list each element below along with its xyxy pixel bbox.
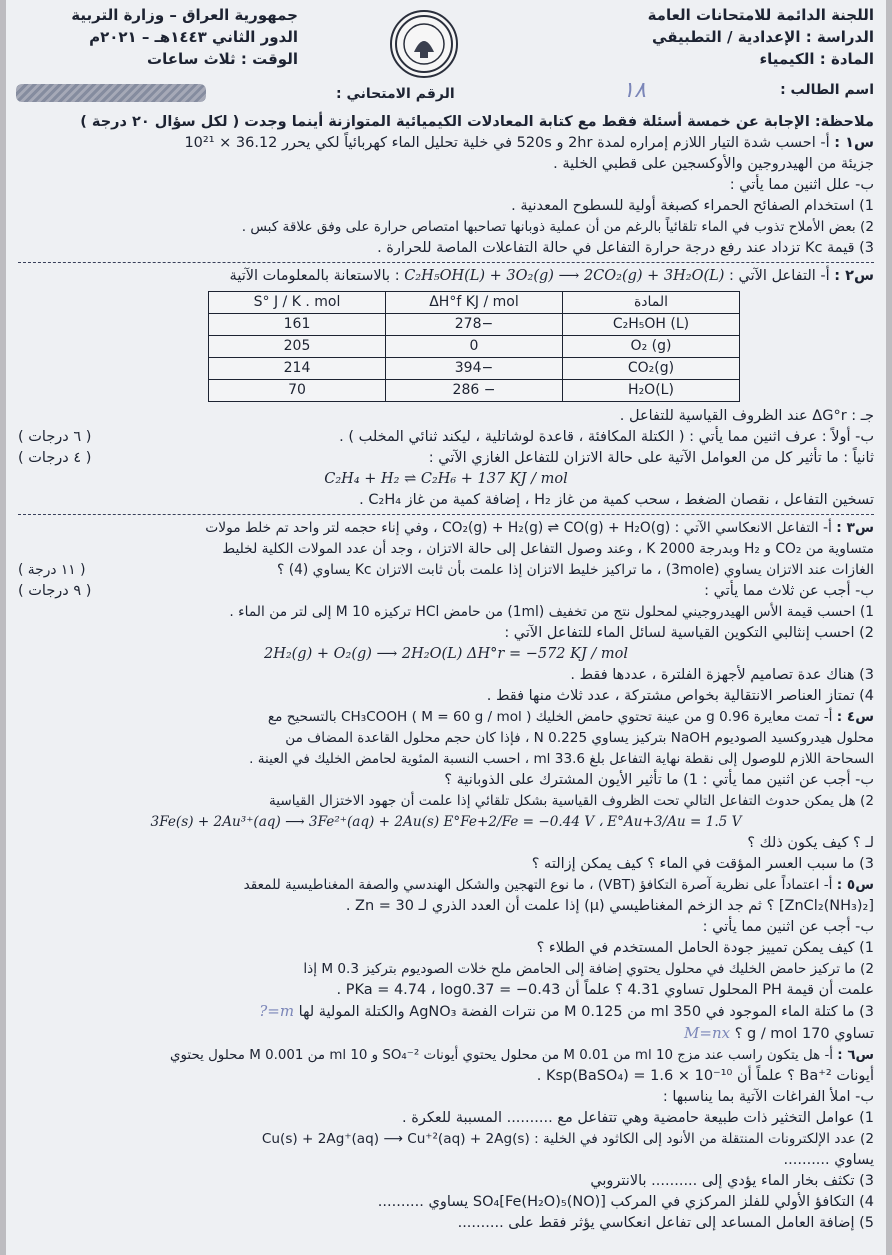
q5-part-b: ب- أجب عن اثنين مما يأتي :: [702, 919, 874, 935]
q6-label: س٦ :: [837, 1048, 874, 1063]
q6-item: 4) التكافؤ الأولي للفلز المركزي في المركب [Fe(H₂O)₅(NO)]SO₄ يساوي ..........: [377, 1194, 874, 1210]
q3-item: 1) احسب قيمة الأس الهيدروجيني لمحلول نتج من تخفيف (1ml) من حامض HCl تركيزه 10 M إلى لتر من الماء .: [229, 604, 874, 620]
q3-b-text: ب- أجب عن ثلاث مما يأتي :: [704, 583, 874, 599]
q3-item: 3) هناك عدة تصاميم لأجهزة الفلترة ، عددها فقط .: [570, 667, 874, 683]
q3-label: س٣ :: [836, 520, 874, 536]
q3-a-marks: ( ١١ درجة ): [18, 562, 86, 578]
q2-equilibrium-eq: C₂H₄ + H₂ ⇌ C₂H₆ + 137 KJ / mol: [324, 471, 568, 487]
study-type: الدراسة : الإعدادية / التطبيقي: [652, 28, 874, 46]
q2-b2-marks: ( ٤ درجات ): [18, 450, 92, 466]
table-row: [209, 336, 740, 358]
q4-eq: 3Fe(s) + 2Au³⁺(aq) ⟶ 3Fe²⁺(aq) + 2Au(s) E°Fe+2/Fe = −0.44 V ، E°Au+3/Au = 1.5 V: [150, 814, 742, 830]
table-cell: 70: [209, 380, 386, 402]
q1-item: 2) بعض الأملاح تذوب في الماء تلقائياً بالرغم من أن عملية ذوبانها تصاحبها امتصاص حرارة على وفق علاقة كبس .: [241, 219, 874, 235]
redacted-scribble: [16, 84, 206, 102]
q2-b2-text: ثانياً : ما تأثير كل من العوامل الآتية على حالة الاتزان للتفاعل الغازي الآتي :: [428, 450, 874, 466]
q5-item4-text: تساوي 170 g / mol ؟: [734, 1026, 874, 1042]
table-cell: 205: [209, 336, 386, 358]
thermo-data-table: [208, 291, 740, 402]
q6-part-a: [18, 1045, 874, 1066]
header-right-block: [574, 4, 874, 70]
table-row: [209, 358, 740, 380]
handwritten-number: ١٨: [622, 78, 646, 103]
table-cell: CO₂(g): [563, 358, 740, 380]
q2-equilibrium: [18, 469, 874, 490]
q1-item: 1) استخدام الصفائح الحمراء كصبغة أولية للسطوح المعدنية .: [511, 198, 874, 214]
table-cell: −278: [386, 314, 563, 336]
q4-b4: 3) ما سبب العسر المؤقت في الماء ؟ كيف يمكن إزالته ؟: [531, 856, 874, 872]
q3-a-text: أ- التفاعل الانعكاسي الآتي : CO₂(g) + H₂(g) ⇌ CO(g) + H₂O(g) ، وفي إناء حجمه لتر واحد تم خلط مولات: [205, 520, 832, 536]
q4-a-continued: محلول هيدروكسيد الصوديوم NaOH بتركيز يساوي 0.225 N ، فإذا كان حجم محلول القاعدة المضاف من: [285, 730, 874, 746]
q6-item: يساوي ..........: [783, 1152, 874, 1168]
ministry-emblem-icon: [390, 10, 458, 78]
q1-item: 3) قيمة Kc تزداد عند رفع درجة حرارة التفاعل في حالة التفاعلات الماصة للحرارة .: [377, 240, 874, 256]
handwritten-note: M=nx: [684, 1024, 731, 1042]
q1-a-text: أ- احسب شدة التيار اللازم إمراره لمدة 2hr و 520s في خلية تحليل الماء كهربائياً لكي يحرر 36.12 × 10²¹: [184, 135, 830, 151]
table-row: [209, 314, 740, 336]
header-left-block: [18, 4, 298, 70]
q2-b2: [18, 448, 874, 469]
exam-note: ملاحظة: الإجابة عن خمسة أسئلة فقط مع كتابة المعادلات الكيميائية المتوازنة أينما وجدت ( لكل سؤال ٢٠ درجة ): [80, 114, 874, 130]
table-header: المادة: [563, 292, 740, 314]
q3-part-a: [18, 518, 874, 539]
q1-a-continued: جزيئة من الهيدروجين والأوكسجين على قطبي الخلية .: [553, 156, 874, 172]
q5-item: 1) كيف يمكن تمييز جودة الحامل المستخدم في الطلاء ؟: [536, 940, 874, 956]
exam-sheet: [6, 0, 886, 1255]
q3-equation: [18, 644, 874, 665]
q4-b2: 2) هل يمكن حدوث التفاعل التالي تحت الظروف القياسية بشكل تلقائي إذا علمت أن جهود الاختزال القياسية: [268, 793, 874, 809]
q5-a-continued: [ZnCl₂(NH₃)₂] ؟ ثم جد الزخم المغناطيسي (μ) إذا علمت أن العدد الذري لـ Zn = 30 .: [345, 898, 874, 914]
q3-item: 4) تمتاز العناصر الانتقالية بخواص مشتركة ، عدد ثلاث منها فقط .: [486, 688, 874, 704]
q3-a3-text: الغازات عند الاتزان يساوي (3mole) ، ما تراكيز خليط الاتزان إذا علمت بأن ثابت الاتزان Kc يساوي (4) ؟: [277, 562, 874, 578]
exam-header: [14, 4, 878, 92]
q1-part-b: ب- علل اثنين مما يأتي :: [729, 177, 874, 193]
q5-item: [18, 1023, 874, 1045]
q4-part-a: [18, 707, 874, 728]
table-header: ΔH°f KJ / mol: [386, 292, 563, 314]
q4-equation: [18, 812, 874, 833]
q5-item: 2) ما تركيز حامض الخليك في محلول يحتوي إضافة إلى الحامض ملح خلات الصوديوم بتركيز 0.3 M إذا: [303, 961, 874, 977]
q3-item: 2) احسب إنثالبي التكوين القياسية لسائل الماء للتفاعل الآتي :: [504, 625, 874, 641]
q3-a-continued: متساوية من CO₂ و H₂ وبدرجة 2000 K ، وعند وصول التفاعل إلى حالة الاتزان ، وجد أن عدد المولات الكلية لخليط: [222, 541, 874, 557]
q4-b3: لـ ؟ كيف يكون ذلك ؟: [747, 835, 874, 851]
q3-a-continued2: [18, 560, 874, 581]
seat-number-label: الرقم الامتحاني :: [336, 86, 455, 102]
q4-a-text: أ- تمت معايرة 0.96 g من عينة تحتوي حامض الخليك CH₃COOH ( M = 60 g / mol ) بالتسحيح مع: [267, 709, 833, 725]
q1-part-a: [18, 133, 874, 154]
student-name-label: اسم الطالب :: [780, 82, 874, 98]
exam-round: الدور الثاني ١٤٤٣هـ – ٢٠٢١م: [89, 28, 298, 46]
q3-b-marks: ( ٩ درجات ): [18, 583, 92, 599]
q4-a-continued2: السحاحة اللازم للوصول إلى نقطة نهاية التفاعل بلغ 33.6 ml ، احسب النسبة المئوية لحامض الخليك في العينة .: [249, 751, 874, 767]
table-cell: − 286: [386, 380, 563, 402]
q6-part-b: ب- املأ الفراغات الآتية بما يناسبها :: [662, 1089, 874, 1105]
q3-eq2: 2H₂(g) + O₂(g) ⟶ 2H₂O(L) ΔH°r = −572 KJ / mol: [263, 646, 629, 662]
table-row: [209, 380, 740, 402]
table-cell: C₂H₅OH (L): [563, 314, 740, 336]
committee-name: اللجنة الدائمة للامتحانات العامة: [647, 6, 874, 24]
table-cell: −394: [386, 358, 563, 380]
q6-item: 2) عدد الإلكترونات المنتقلة من الأنود إلى الكاثود في الخلية : Cu(s) + 2Ag⁺(aq) ⟶ Cu⁺²(aq) + 2Ag(s): [261, 1131, 874, 1147]
exam-duration: الوقت : ثلاث ساعات: [147, 50, 298, 68]
table-cell: H₂O(L): [563, 380, 740, 402]
q5-part-a: [18, 875, 874, 896]
q2-reaction: C₂H₅OH(L) + 3O₂(g) ⟶ 2CO₂(g) + 3H₂O(L): [404, 268, 725, 284]
q6-item: 3) تكثف بخار الماء يؤدي إلى .......... بالانتروبي: [590, 1173, 874, 1189]
q2-requirement: جـ : ΔG°r عند الظروف القياسية للتفاعل .: [619, 408, 874, 424]
q5-item: علمت أن قيمة PH المحلول تساوي 4.31 ؟ علماً أن PKa = 4.74 ، log0.37 = −0.43 .: [336, 982, 874, 998]
q6-a-continued: أيونات Ba⁺² ؟ علماً أن Ksp(BaSO₄) = 1.6 × 10⁻¹⁰ .: [536, 1068, 874, 1084]
divider: [18, 262, 874, 263]
table-cell: 214: [209, 358, 386, 380]
q5-a-text: أ- اعتماداً على نظرية آصرة التكافؤ (VBT) ، ما نوع التهجين والشكل الهندسي والصفة المغناطيسية للمعقد: [243, 877, 833, 893]
q3-part-b: [18, 581, 874, 602]
q5-label: س٥ :: [836, 877, 874, 893]
q2-label: س٢ :: [834, 268, 874, 284]
q2-part-a: [18, 266, 874, 287]
table-cell: 0: [386, 336, 563, 358]
q2-b1: [18, 427, 874, 448]
q2-factors: تسخين التفاعل ، نقصان الضغط ، سحب كمية من غاز H₂ ، إضافة كمية من غاز C₂H₄ .: [359, 492, 874, 508]
q4-label: س٤ :: [836, 709, 874, 725]
table-cell: O₂ (g): [563, 336, 740, 358]
table-cell: 161: [209, 314, 386, 336]
table-header: S° J / K . mol: [209, 292, 386, 314]
q2-b1-marks: ( ٦ درجات ): [18, 429, 92, 445]
exam-content: [18, 112, 874, 1234]
q5-item: [18, 1001, 874, 1023]
handwritten-note: m=?: [259, 1002, 295, 1020]
subject: المادة : الكيمياء: [759, 50, 874, 68]
q6-item: 1) عوامل التخثير ذات طبيعة حامضية وهي تتفاعل مع .......... المسببة للعكرة .: [402, 1110, 874, 1126]
q6-a-text: أ- هل يتكون راسب عند مزج 10 ml من 0.01 M من محلول يحتوي أيونات SO₄⁻² و 10 ml من 0.001 M محلول يحتوي: [170, 1048, 834, 1063]
country-ministry: جمهورية العراق – وزارة التربية: [71, 6, 298, 24]
q6-item: 5) إضافة العامل المساعد إلى تفاعل انعكاسي يؤثر فقط على ..........: [457, 1215, 874, 1231]
q1-label: س١ :: [834, 135, 874, 151]
q2-a-text: أ- التفاعل الآتي :: [729, 268, 830, 284]
q4-part-b: ب- أجب عن اثنين مما يأتي : 1) ما تأثير الأيون المشترك على الذوبانية ؟: [444, 772, 874, 788]
q5-item3-text: 3) ما كتلة الماء الموجود في 350 ml من 0.125 M من نترات الفضة AgNO₃ والكتلة المولية لها: [298, 1004, 874, 1020]
divider: [18, 514, 874, 515]
q2-a-tail: : بالاستعانة بالمعلومات الآتية: [229, 268, 400, 284]
q2-b1-text: ب- أولاً : عرف اثنين مما يأتي : ( الكتلة المكافئة ، قاعدة لوشاتلية ، ليكند ثنائي المخلب ) .: [339, 429, 874, 445]
